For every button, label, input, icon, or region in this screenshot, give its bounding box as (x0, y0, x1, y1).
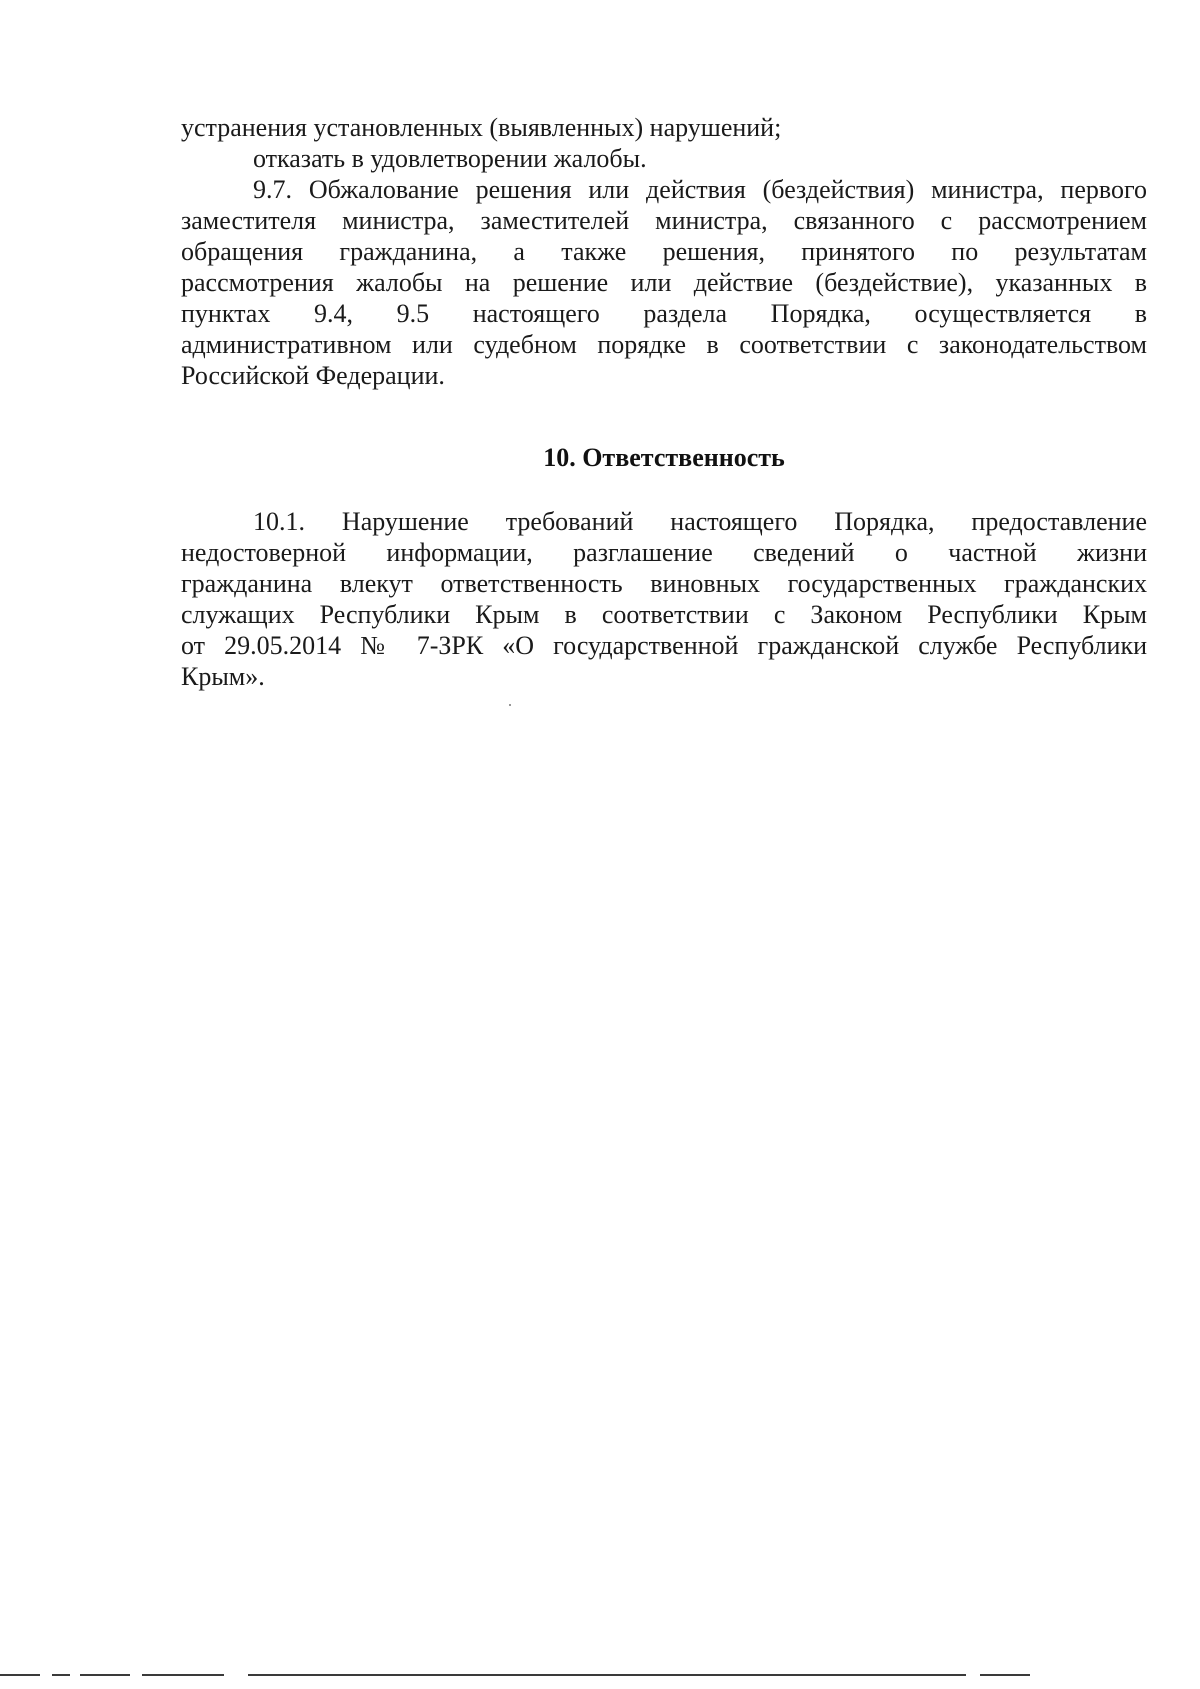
text-line: 10.1. Нарушение требований настоящего Порядка, предоставление (253, 507, 1147, 536)
text-line: административном или судебном порядке в соответствии с законодательством (181, 330, 1147, 359)
text-line: пунктах 9.4, 9.5 настоящего раздела Порядка, осуществляется в (181, 299, 1147, 328)
text-line: заместителя министра, заместителей министра, связанного с рассмотрением (181, 206, 1147, 235)
text-line: Крым». (181, 662, 265, 691)
text-line: Российской Федерации. (181, 361, 445, 390)
scan-bottom-edge (0, 1674, 1200, 1676)
text-line: от 29.05.2014 № 7-ЗРК «О государственной гражданской службе Республики (181, 631, 1147, 660)
section-heading: 10. Ответственность (543, 443, 785, 472)
text-line: 9.7. Обжалование решения или действия (бездействия) министра, первого (253, 175, 1147, 204)
text-line: недостоверной информации, разглашение сведений о частной жизни (181, 538, 1147, 567)
paragraph-block-9 (181, 112, 1147, 391)
text-line: устранения установленных (выявленных) нарушений; (181, 113, 782, 142)
text-line: отказать в удовлетворении жалобы. (253, 144, 647, 173)
text-line: служащих Республики Крым в соответствии с Законом Республики Крым (181, 600, 1147, 629)
scan-speck (509, 704, 511, 706)
text-line: обращения гражданина, а также решения, принятого по результатам (181, 237, 1147, 266)
text-line: рассмотрения жалобы на решение или действие (бездействие), указанных в (181, 268, 1147, 297)
text-line: гражданина влекут ответственность виновных государственных гражданских (181, 569, 1147, 598)
paragraph-block-10 (181, 506, 1147, 692)
